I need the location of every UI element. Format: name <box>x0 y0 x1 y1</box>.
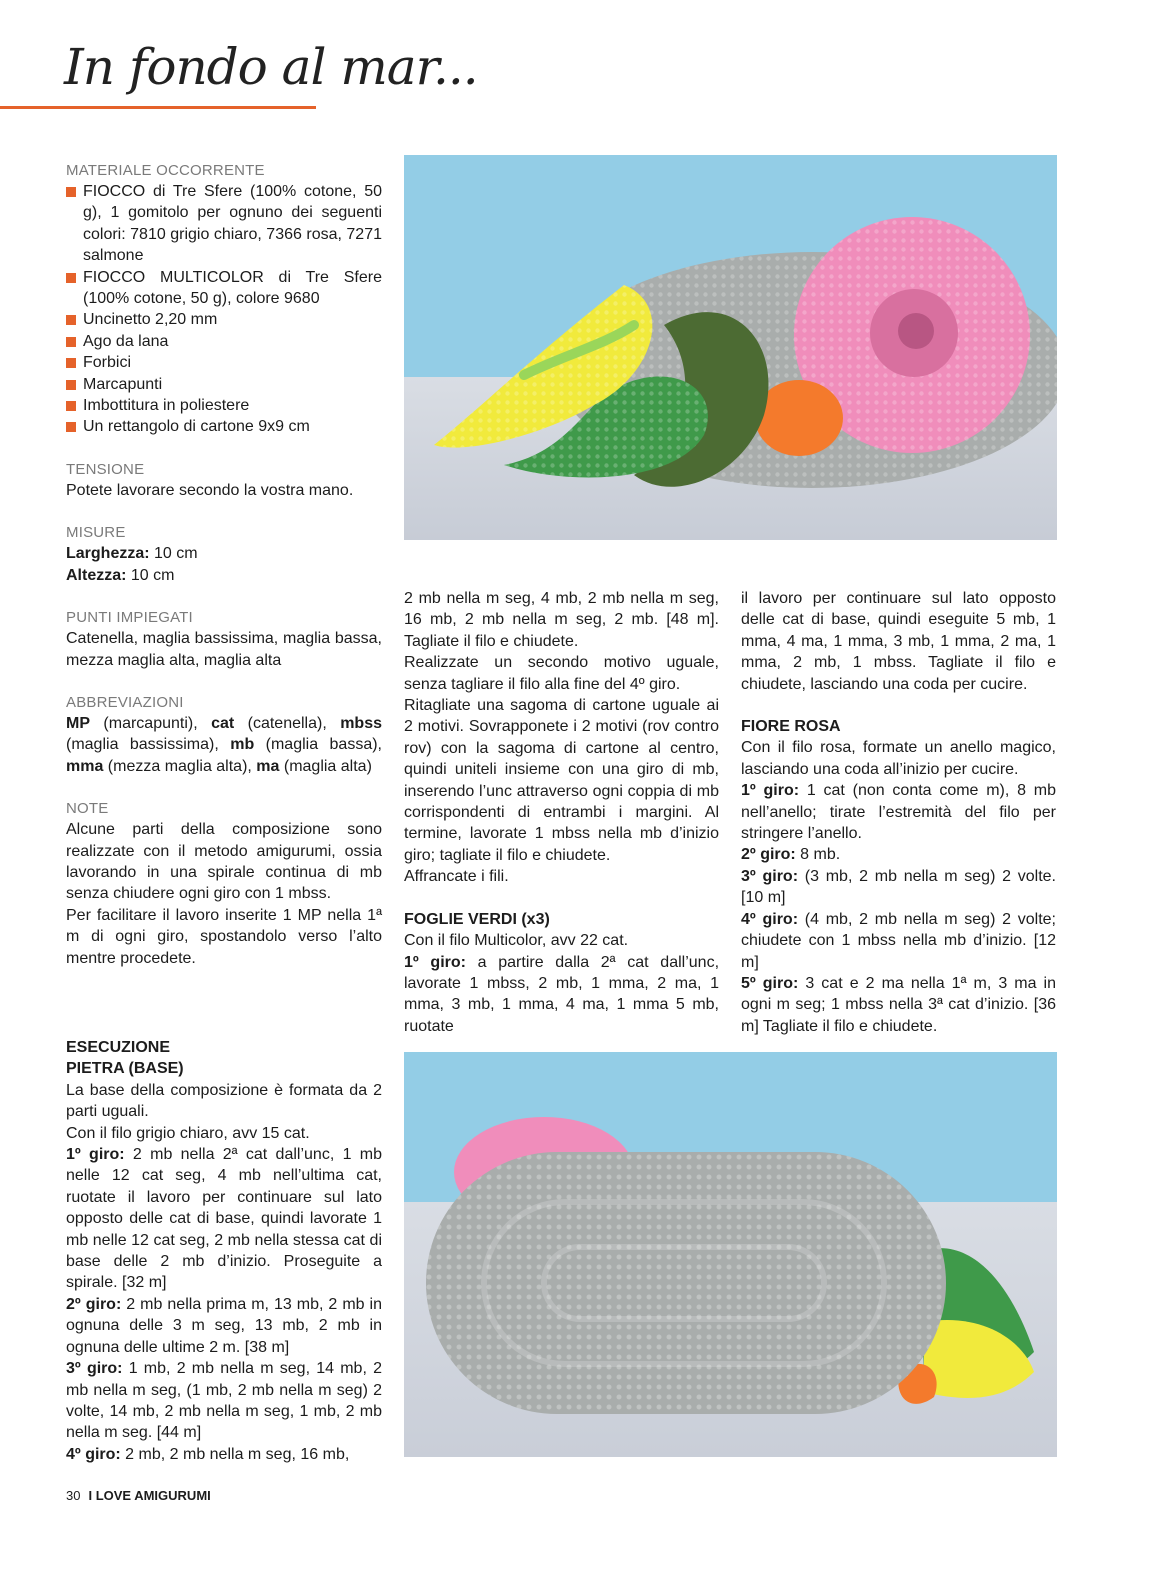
abbreviazioni-text <box>66 713 382 777</box>
pietra-intro-1: La base della composizione è formata da 2 parti uguali. <box>66 1081 382 1121</box>
list-item: FIOCCO di Tre Sfere (100% cotone, 50 g), 1 gomitolo per ognuno dei seguenti colori: 7810 grigio chiaro, 7366 rosa, 7271 salmone <box>66 181 382 267</box>
pietra-continuation: 2 mb nella m seg, 4 mb, 2 mb nella m seg, 16 mb, 2 mb nella m seg, 2 mb. [48 m]. Tagliate il filo e chiudete. <box>404 590 719 650</box>
page-number: 30 <box>66 1488 81 1503</box>
crochet-base-illustration <box>404 1052 1057 1457</box>
abbr-value: (catenella), <box>234 714 341 732</box>
pietra-giro-4 <box>66 1444 382 1465</box>
tensione-heading: TENSIONE <box>66 460 145 478</box>
cardboard-text: Ritagliate una sagoma di cartone uguale ai 2 motivi. Sovrapponete i 2 motivi (rov contro rov) con la sagoma di cartone al centro, quindi uniteli insieme con una giro di mb, inserendo l’unc attraverso ogni coppia di mb corrispondenti di entrambi i margini. Al termine, lavorate 1 mbss nella mb d’inizio giro; tagliate il filo e chiudete. <box>404 697 719 864</box>
misure-heading: MISURE <box>66 524 126 542</box>
foglie-continuation: il lavoro per continuare sul lato opposto delle cat di base, quindi eseguite 5 mb, 1 mma, 4 ma, 1 mma, 3 mb, 1 mma, 2 ma, 1 mma, 2 mb, 1 mbss. Tagliate il filo e chiudete, lasciando una coda per cucire. <box>741 590 1056 693</box>
foglie-giro-1 <box>404 952 719 1038</box>
abbr-value: (mezza maglia alta), <box>103 757 257 775</box>
fiore-giro-3 <box>741 866 1056 909</box>
giro-label: 1º giro: <box>741 782 800 800</box>
title-underline <box>0 106 316 109</box>
right-column <box>741 588 1056 1037</box>
affrancate-text: Affrancate i fili. <box>404 868 509 886</box>
abbr-value: (marcapunti), <box>90 714 212 732</box>
pietra-giro-1 <box>66 1144 382 1294</box>
note-text-2: Per facilitare il lavoro inserite 1 MP nella 1ª m di ogni giro, spostandolo verso l’alto mentre procedete. <box>66 906 382 967</box>
esecuzione-heading: ESECUZIONE <box>66 1039 171 1056</box>
giro-text: 1 mb, 2 mb nella m seg, 14 mb, 2 mb nella m seg, (1 mb, 2 mb nella m seg) 2 volte, 14 mb, 2 mb nella m seg, 1 mb, 2 mb nella m seg. [44 m] <box>66 1360 383 1442</box>
altezza-line <box>66 565 382 586</box>
list-item: Marcapunti <box>66 374 382 395</box>
giro-text: 2 mb nella 2ª cat dall’unc, 1 mb nelle 12 cat seg, 4 mb nell’ultima cat, ruotate il lavoro per continuare sul lato opposto delle cat di base, quindi lavorate 1 mb nelle 12 cat seg, 2 mb nella stessa cat di base delle 2 mb d’inizio. Proseguite a spirale. [32 m] <box>66 1146 383 1292</box>
giro-label: 4º giro: <box>741 910 799 928</box>
larghezza-label: Larghezza: <box>66 545 150 563</box>
abbr-key: cat <box>211 714 235 732</box>
abbr-value: (maglia bassissima), <box>66 736 231 754</box>
giro-label: 2º giro: <box>66 1295 122 1313</box>
punti-text: Catenella, maglia bassissima, maglia bassa, mezza maglia alta, maglia alta <box>66 630 382 669</box>
giro-label: 4º giro: <box>66 1445 121 1463</box>
larghezza-line <box>66 543 382 564</box>
materiale-heading: MATERIALE OCCORRENTE <box>66 162 265 179</box>
materiale-list <box>66 181 382 438</box>
giro-text: 3 cat e 2 ma nella 1ª m, 3 ma in ogni m seg; 1 mbss nella 3ª cat d’inizio. [36 m] Tagliate il filo e chiudete. <box>741 974 1056 1035</box>
note-heading: NOTE <box>66 800 109 818</box>
fiore-giro-1 <box>741 780 1056 844</box>
giro-text: (4 mb, 2 mb nella m seg) 2 volte; chiudete con 1 mbss nella mb d’inizio. [12 m] <box>741 910 1057 971</box>
giro-label: 1º giro: <box>404 953 466 971</box>
note-text-1: Alcune parti della composizione sono realizzate con il metodo amigurumi, ossia lavorando in una spirale continua di mb senza chiudere ogni giro con 1 mbss. <box>66 821 382 903</box>
list-item: Imbottitura in poliestere <box>66 395 382 416</box>
abbr-key: mb <box>230 736 255 754</box>
giro-text: 2 mb, 2 mb nella m seg, 16 mb, <box>120 1445 350 1463</box>
giro-label: 3º giro: <box>66 1360 123 1378</box>
giro-text: (3 mb, 2 mb nella m seg) 2 volte. [10 m] <box>741 867 1057 907</box>
giro-label: 2º giro: <box>741 846 796 864</box>
giro-text: 8 mb. <box>795 846 841 864</box>
abbr-key: ma <box>256 757 280 775</box>
giro-label: 3º giro: <box>741 867 799 885</box>
fiore-giro-5 <box>741 973 1056 1037</box>
foglie-heading: FOGLIE VERDI (x3) <box>404 910 550 928</box>
second-motif-text: Realizzate un secondo motivo uguale, senza tagliare il filo alla fine del 4º giro. <box>404 654 719 693</box>
list-item: Un rettangolo di cartone 9x9 cm <box>66 416 382 437</box>
page-footer <box>66 1488 211 1503</box>
list-item: Ago da lana <box>66 331 382 352</box>
tensione-text: Potete lavorare secondo la vostra mano. <box>66 481 354 499</box>
altezza-label: Altezza: <box>66 566 127 584</box>
list-item: Uncinetto 2,20 mm <box>66 309 382 330</box>
crochet-composition-illustration <box>404 155 1057 540</box>
giro-label: 1º giro: <box>66 1146 125 1164</box>
giro-label: 5º giro: <box>741 974 799 992</box>
fiore-giro-4 <box>741 909 1056 973</box>
pietra-heading: PIETRA (BASE) <box>66 1060 184 1078</box>
giro-text: 2 mb nella prima m, 13 mb, 2 mb in ognuna delle 3 m seg, 13 mb, 2 mb in ognuna delle ultime 2 m. [38 m] <box>66 1295 383 1356</box>
list-item: FIOCCO MULTICOLOR di Tre Sfere (100% cotone, 50 g), colore 9680 <box>66 267 382 310</box>
larghezza-value: 10 cm <box>149 545 198 563</box>
esecuzione-column <box>66 1037 382 1465</box>
pietra-intro-2: Con il filo grigio chiaro, avv 15 cat. <box>66 1124 310 1142</box>
giro-text: a partire dalla 2ª cat dall’unc, lavorate 1 mbss, 2 mb, 1 mma, 2 ma, 1 mma, 3 mb, 1 mma, 4 ma, 1 mma 5 mb, ruotate <box>404 953 720 1035</box>
photo-composition-base <box>404 1052 1057 1457</box>
page-title: In fondo al mar... <box>64 38 478 96</box>
giro-text: 1 cat (non conta come m), 8 mb nell’anello; tirate l’estremità del filo per stringere l’anello. <box>741 782 1056 843</box>
altezza-value: 10 cm <box>126 566 175 584</box>
foglie-intro: Con il filo Multicolor, avv 22 cat. <box>404 932 629 950</box>
pietra-giro-2 <box>66 1294 382 1358</box>
fiore-heading: FIORE ROSA <box>741 718 841 736</box>
punti-heading: PUNTI IMPIEGATI <box>66 609 193 627</box>
pietra-giro-3 <box>66 1358 382 1444</box>
magazine-name: I LOVE AMIGURUMI <box>88 1488 211 1503</box>
fiore-intro: Con il filo rosa, formate un anello magico, lasciando una coda all’inizio per cucire. <box>741 739 1056 778</box>
left-column <box>66 160 382 969</box>
list-item: Forbici <box>66 352 382 373</box>
middle-column <box>404 588 719 1037</box>
abbr-value: (maglia alta) <box>279 757 372 775</box>
fiore-giro-2 <box>741 844 1056 865</box>
abbreviazioni-heading: ABBREVIAZIONI <box>66 693 184 711</box>
abbr-key: mma <box>66 757 104 775</box>
photo-composition-top <box>404 155 1057 540</box>
abbr-value: (maglia bassa), <box>254 736 382 754</box>
abbr-key: MP <box>66 714 90 732</box>
abbr-key: mbss <box>340 714 382 732</box>
